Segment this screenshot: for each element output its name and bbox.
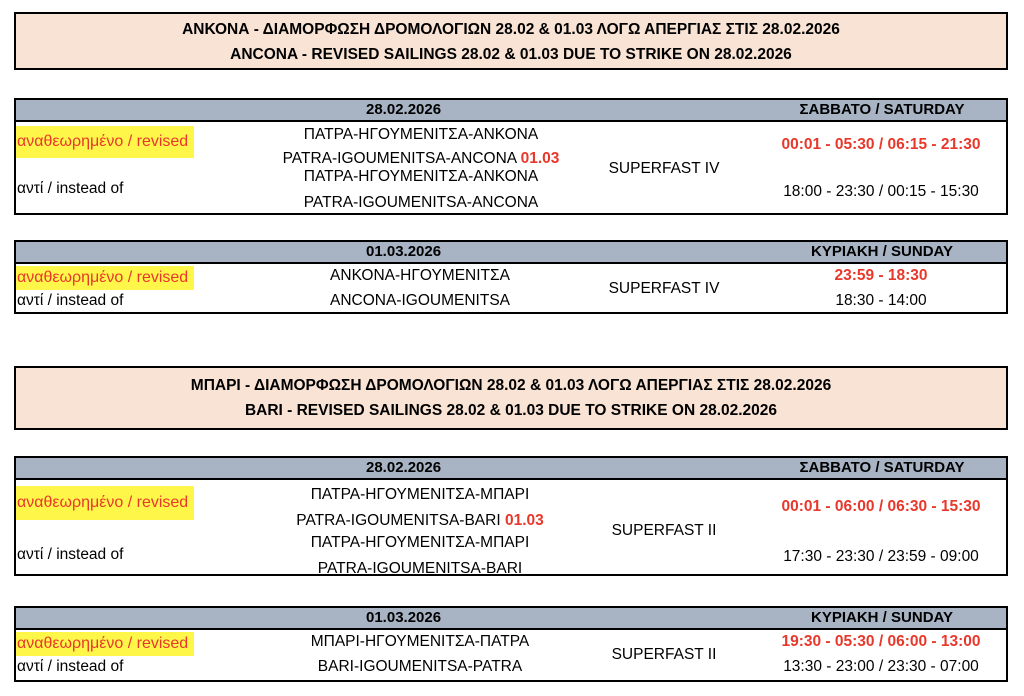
route-original-greek: ΠΑΤΡΑ-ΗΓΟΥΜΕΝΙΤΣΑ-ΑΝΚΟΝΑ	[303, 168, 539, 185]
instead-of-label: αντί / instead of	[17, 658, 124, 675]
header-day: ΣΑΒΒΑΤΟ / SATURDAY	[799, 101, 965, 118]
route-name: PATRA-IGOUMENITSA-BARI	[296, 512, 501, 529]
header-day: ΚΥΡΙΑΚΗ / SUNDAY	[811, 609, 953, 626]
vessel-name: SUPERFAST II	[611, 646, 717, 663]
vessel-name: SUPERFAST IV	[608, 160, 720, 177]
banner-greek-title: ΑΝΚΟΝΑ - ΔΙΑΜΟΡΦΩΣΗ ΔΡΟΜΟΛΟΓΙΩΝ 28.02 & 01.03 ΛΟΓΩ ΑΠΕΡΓΙΑΣ ΣΤΙΣ 28.02.2026	[182, 21, 840, 38]
route-greek: ΜΠΑΡΙ-ΗΓΟΥΜΕΝΙΤΣΑ-ΠΑΤΡΑ	[310, 633, 530, 650]
table-header: 28.02.2026 ΣΑΒΒΑΤΟ / SATURDAY	[16, 100, 1006, 122]
ancona-title-banner	[14, 12, 1008, 70]
time-revised: 00:01 - 06:00 / 06:30 - 15:30	[781, 498, 981, 515]
vessel-name: SUPERFAST IV	[608, 280, 720, 297]
vessel-name: SUPERFAST II	[611, 522, 717, 539]
route-original-greek: ΠΑΤΡΑ-ΗΓΟΥΜΕΝΙΤΣΑ-ΜΠΑΡΙ	[310, 534, 530, 551]
schedule-table-bari-saturday	[14, 456, 1008, 576]
revised-label: αναθεωρημένο / revised	[16, 126, 194, 158]
time-original: 18:00 - 23:30 / 00:15 - 15:30	[783, 183, 979, 200]
header-day: ΣΑΒΒΑΤΟ / SATURDAY	[799, 459, 965, 476]
instead-of-label: αντί / instead of	[17, 546, 124, 563]
route-revised-english	[283, 150, 560, 168]
table-header: 01.03.2026 ΚΥΡΙΑΚΗ / SUNDAY	[16, 242, 1006, 264]
schedule-table-ancona-saturday	[14, 98, 1008, 215]
banner-english-title: BARI - REVISED SAILINGS 28.02 & 01.03 DUE TO STRIKE ON 28.02.2026	[244, 402, 778, 419]
route-english: BARI-IGOUMENITSA-PATRA	[317, 658, 523, 675]
banner-english-title: ANCONA - REVISED SAILINGS 28.02 & 01.03 DUE TO STRIKE ON 28.02.2026	[230, 46, 792, 63]
route-revised-greek: ΠΑΤΡΑ-ΗΓΟΥΜΕΝΙΤΣΑ-ΜΠΑΡΙ	[310, 486, 530, 503]
route-original-english: PATRA-IGOUMENITSA-ANCONA	[303, 194, 539, 211]
time-revised: 23:59 - 18:30	[834, 267, 928, 284]
revised-label: αναθεωρημένο / revised	[16, 266, 194, 290]
header-day: ΚΥΡΙΑΚΗ / SUNDAY	[811, 243, 953, 260]
time-original: 17:30 - 23:30 / 23:59 - 09:00	[783, 548, 979, 565]
time-original: 18:30 - 14:00	[835, 292, 927, 309]
time-revised: 00:01 - 05:30 / 06:15 - 21:30	[781, 136, 981, 153]
route-name: PATRA-IGOUMENITSA-ANCONA	[282, 150, 517, 167]
bari-title-banner	[14, 366, 1008, 430]
schedule-table-ancona-sunday	[14, 240, 1008, 314]
revised-label: αναθεωρημένο / revised	[16, 486, 194, 520]
route-revised-date: 01.03	[504, 512, 544, 529]
banner-greek-title: ΜΠΑΡΙ - ΔΙΑΜΟΡΦΩΣΗ ΔΡΟΜΟΛΟΓΙΩΝ 28.02 & 01.03 ΛΟΓΩ ΑΠΕΡΓΙΑΣ ΣΤΙΣ 28.02.2026	[190, 377, 832, 394]
route-revised-date: 01.03	[520, 150, 560, 167]
route-original-english: PATRA-IGOUMENITSA-BARI	[317, 560, 523, 577]
instead-of-label: αντί / instead of	[17, 292, 124, 309]
route-greek: ΑΝΚΟΝΑ-ΗΓΟΥΜΕΝΙΤΣΑ	[330, 267, 510, 284]
instead-of-label: αντί / instead of	[17, 180, 124, 197]
route-revised-english	[296, 512, 544, 530]
route-english: ANCONA-IGOUMENITSA	[330, 292, 510, 309]
route-revised-greek: ΠΑΤΡΑ-ΗΓΟΥΜΕΝΙΤΣΑ-ΑΝΚΟΝΑ	[303, 126, 539, 143]
table-header: 01.03.2026 ΚΥΡΙΑΚΗ / SUNDAY	[16, 608, 1006, 630]
time-revised: 19:30 - 05:30 / 06:00 - 13:00	[781, 633, 981, 650]
revised-label: αναθεωρημένο / revised	[16, 632, 194, 656]
time-original: 13:30 - 23:00 / 23:30 - 07:00	[783, 658, 979, 675]
schedule-table-bari-sunday	[14, 606, 1008, 682]
table-header: 28.02.2026 ΣΑΒΒΑΤΟ / SATURDAY	[16, 458, 1006, 480]
